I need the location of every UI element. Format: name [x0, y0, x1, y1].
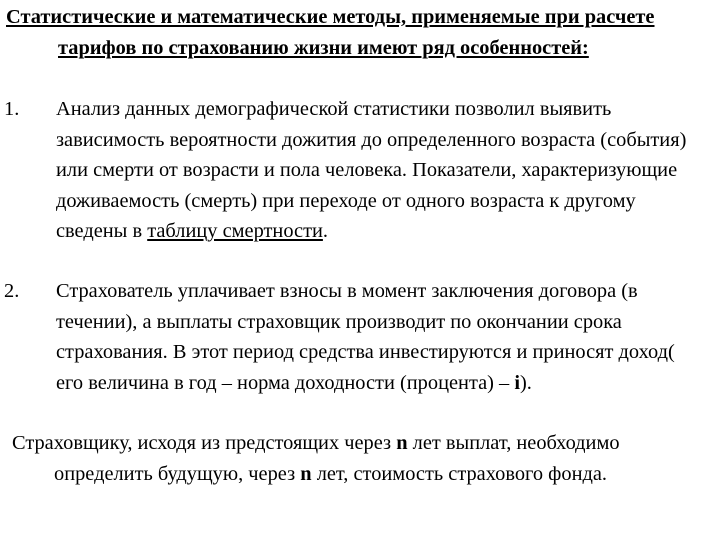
slide-heading [6, 2, 691, 63]
years-symbol-1: n [396, 432, 408, 454]
conclusion-text-1: Страховщику, исходя из предстоящих через [12, 432, 397, 454]
years-symbol-2: n [300, 462, 312, 485]
list-item-text: Анализ данных демографической статистики позволил выявить зависимость вероятности дожития до определенного возраста (события) или смерти от возрасти и пола человека. Показатели, характеризующие доживаемость (смерть) при переходе от одного возраста к другому сведены в [56, 98, 687, 242]
list-item-text: Страхователь уплачивает взносы в момент заключения договора (в течении), а выплаты страховщик производит по окончании срока страхования. В этот период средства инвестируются и приносят доход( его величина в год – норма доходности (процента) – [56, 280, 675, 394]
list-item-text-end: ). [520, 371, 532, 394]
heading-text: Статистические и математические методы, применяемые при расчете тарифов по страхованию жизни имеют ряд особенностей: [6, 6, 655, 59]
list-item-1 [4, 94, 694, 247]
conclusion-text-3: лет, стоимость страхового фонда. [311, 462, 608, 485]
conclusion-paragraph [12, 428, 692, 489]
mortality-table-link[interactable]: таблицу смертности [147, 220, 323, 242]
list-item-2 [4, 276, 694, 398]
interest-rate-symbol: i [514, 371, 521, 394]
list-item-number: 1. [4, 98, 20, 120]
list-item-text-end: . [322, 220, 329, 242]
conclusion-text-2: лет выплат, необходимо определить будущую, через [54, 432, 620, 485]
list-item-number: 2. [4, 280, 20, 302]
